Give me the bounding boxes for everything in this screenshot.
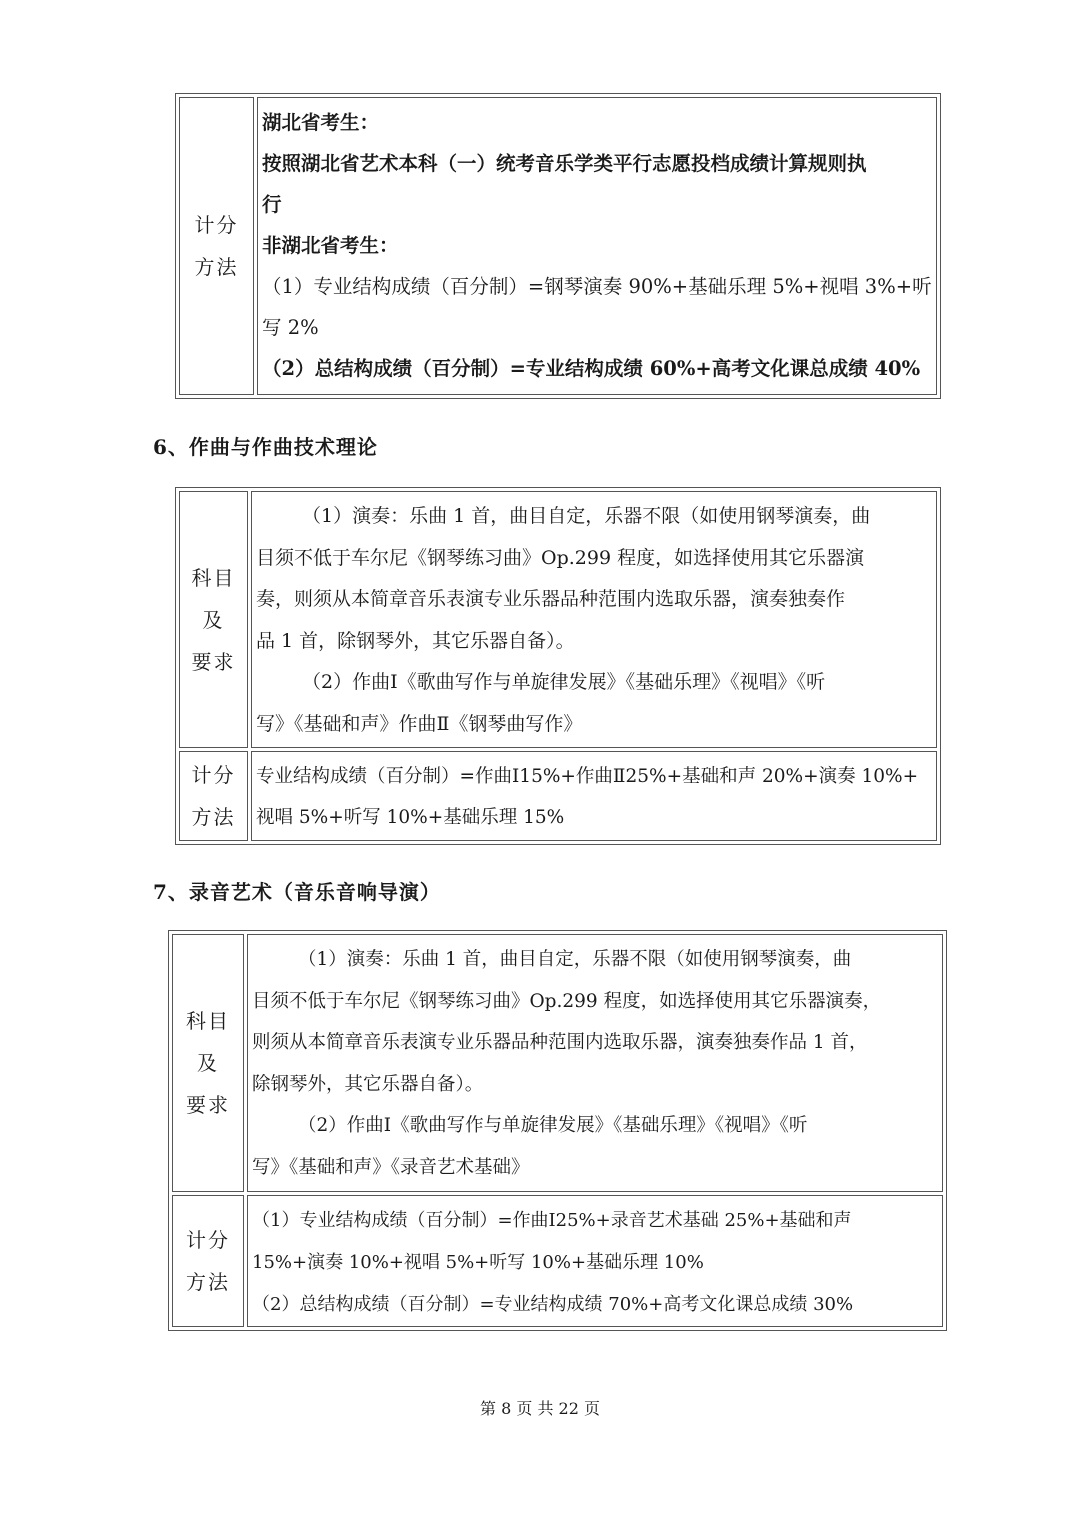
content-line: 除钢琴外，其它乐器自备）。: [252, 1073, 484, 1095]
content-line: 则须从本简章音乐表演专业乐器品种范围内选取乐器，演奏独奏作品 1 首，: [252, 1032, 868, 1053]
requirements-label: [172, 934, 244, 1192]
label-line: 计分: [191, 763, 236, 787]
content-line: （1）演奏：乐曲 1 首，曲目自定，乐器不限（如使用钢琴演奏，曲: [302, 505, 871, 527]
label-line: 科目: [191, 565, 236, 590]
content-line: （2）总结构成绩（百分制）=专业结构成绩 70%+高考文化课总成绩 30%: [252, 1294, 854, 1315]
scoring-method-label: [179, 97, 254, 395]
content-line: 湖北省考生：: [262, 111, 380, 134]
content-line: （1）专业结构成绩（百分制）=钢琴演奏 90%+基础乐理 5%+视唱 3%+听: [262, 275, 932, 298]
content-line: 15%+演奏 10%+视唱 5%+听写 10%+基础乐理 10%: [252, 1252, 704, 1273]
label-line: 计分: [186, 1228, 230, 1252]
content-line: （2）作曲Ⅰ《歌曲写作与单旋律发展》《基础乐理》《视唱》《听: [302, 671, 826, 693]
content-line: 写》《基础和声》作曲Ⅱ《钢琴曲写作》: [256, 712, 583, 735]
label-line: 方法: [186, 1270, 230, 1294]
scoring-row: [179, 97, 937, 395]
content-line: 目须不低于车尔尼《钢琴练习曲》Op.299 程度，如选择使用其它乐器演奏，: [252, 990, 882, 1012]
requirements-row: [179, 491, 937, 748]
label-line: 要求: [186, 1093, 230, 1117]
requirements-row: [172, 934, 943, 1192]
label-line: 要求: [191, 649, 236, 674]
section-6-table: [175, 487, 941, 845]
content-line: 专业结构成绩（百分制）=作曲Ⅰ15%+作曲Ⅱ25%+基础和声 20%+演奏 10%+: [256, 766, 919, 787]
content-line: 行: [262, 193, 282, 216]
requirements-label: [179, 491, 248, 748]
scoring-row: [172, 1195, 943, 1327]
content-line: 目须不低于车尔尼《钢琴练习曲》Op.299 程度，如选择使用其它乐器演: [256, 546, 865, 569]
section-6-heading: 6、作曲与作曲技术理论: [153, 435, 378, 459]
content-line: 写》《基础和声》《录音艺术基础》: [252, 1156, 530, 1178]
content-line: 写 2%: [262, 316, 319, 339]
section-7-heading: 7、录音艺术（音乐音响导演）: [153, 880, 441, 904]
content-line: 非湖北省考生：: [262, 234, 399, 257]
label-line: 及: [197, 1051, 219, 1075]
content-line: （1）演奏：乐曲 1 首，曲目自定，乐器不限（如使用钢琴演奏，曲: [298, 949, 852, 970]
section-7-table: [168, 930, 947, 1331]
scoring-method-content: [257, 97, 937, 395]
scoring-method-content: [251, 751, 937, 841]
requirements-content: [251, 491, 937, 748]
content-line: 奏，则须从本简章音乐表演专业乐器品种范围内选取乐器，演奏独奏作: [256, 588, 846, 610]
content-line: （2）总结构成绩（百分制）=专业结构成绩 60%+高考文化课总成绩 40%: [262, 357, 921, 380]
scoring-method-label: [179, 751, 248, 841]
content-line: （1）专业结构成绩（百分制）=作曲Ⅰ25%+录音艺术基础 25%+基础和声: [252, 1210, 852, 1231]
content-line: 按照湖北省艺术本科（一）统考音乐学类平行志愿投档成绩计算规则执: [262, 152, 867, 175]
label-line: 方法: [194, 255, 239, 279]
label-line: 计分: [194, 213, 239, 237]
content-line: 品 1 首，除钢琴外，其它乐器自备）。: [256, 629, 575, 652]
scoring-method-label: [172, 1195, 244, 1327]
label-line: 方法: [191, 805, 236, 829]
scoring-method-content: [247, 1195, 943, 1327]
content-line: （2）作曲Ⅰ《歌曲写作与单旋律发展》《基础乐理》《视唱》《听: [298, 1115, 808, 1136]
label-line: 科目: [186, 1009, 230, 1033]
label-line: 及: [202, 607, 225, 632]
page-number-footer: 第 8 页 共 22 页: [480, 1399, 600, 1418]
requirements-content: [247, 934, 943, 1192]
scoring-row: [179, 751, 937, 841]
content-line: 视唱 5%+听写 10%+基础乐理 15%: [256, 807, 565, 828]
scoring-table-music-study: [175, 93, 941, 399]
